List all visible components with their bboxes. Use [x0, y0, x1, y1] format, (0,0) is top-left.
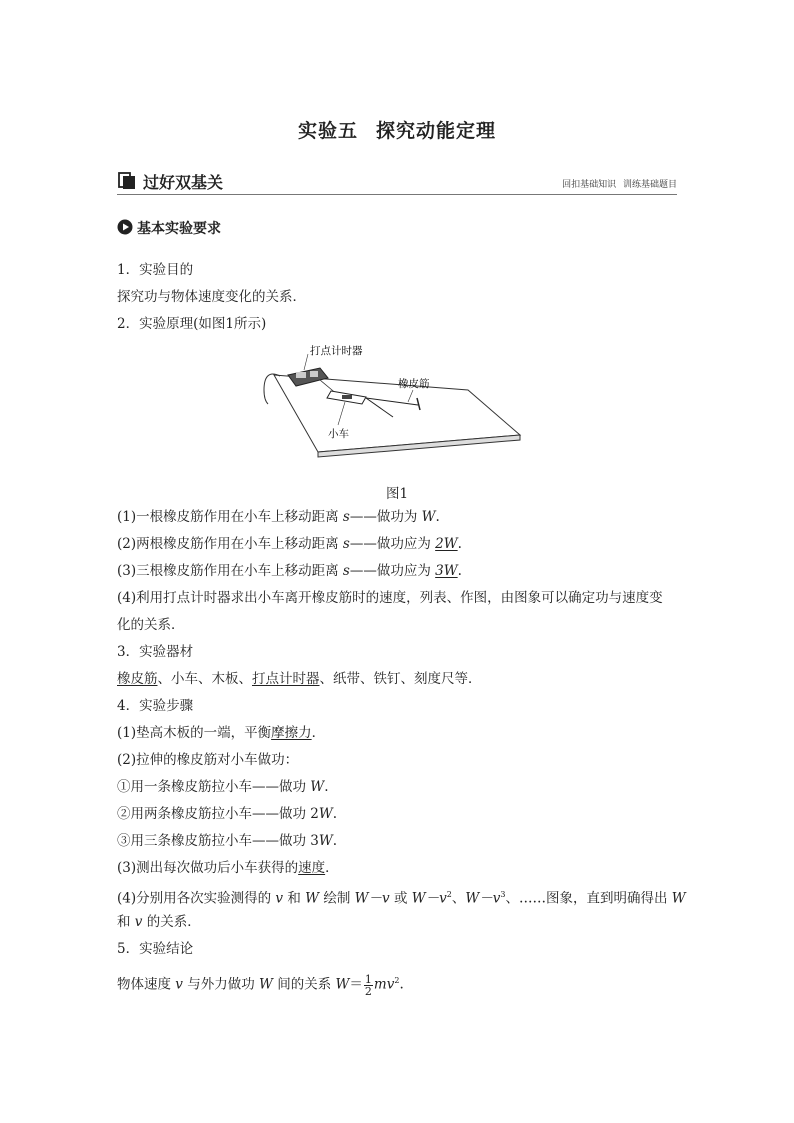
section-book-icon — [118, 172, 136, 190]
principle-line-1: (1)一根橡皮筋作用在小车上移动距离 s——做功为 W. — [117, 509, 440, 525]
principle-line-3: (3)三根橡皮筋作用在小车上移动距离 s——做功应为 3W. — [117, 563, 462, 579]
figure-label-band: 橡皮筋 — [398, 378, 430, 390]
principle-line-4: (4)利用打点计时器求出小车离开橡皮筋时的速度，列表、作图，由图象可以确定功与速度变 — [117, 590, 663, 606]
materials-text: 橡皮筋、小车、木板、打点计时器、纸带、铁钉、刻度尺等． — [117, 671, 482, 687]
heading-materials: 3．实验器材 — [117, 644, 194, 660]
section-title: 过好双基关 — [143, 173, 224, 192]
leader-timer — [304, 354, 308, 370]
heading-purpose: 1．实验目的 — [117, 262, 194, 278]
step-4-cont: 和 v 的关系． — [117, 914, 201, 930]
heading-principle: 2．实验原理(如图1所示) — [117, 316, 267, 332]
figure-label-timer: 打点计时器 — [310, 345, 363, 357]
principle-line-4-cont: 化的关系． — [117, 617, 185, 633]
step-1: (1)垫高木板的一端，平衡摩擦力． — [117, 725, 326, 741]
figure-caption: 图1 — [385, 486, 409, 502]
step-2c: ③用三条橡皮筋拉小车——做功 3W. — [117, 833, 338, 849]
heading-steps: 4．实验步骤 — [117, 698, 194, 714]
heading-conclusion: 5．实验结论 — [117, 941, 194, 957]
step-2a: ①用一条橡皮筋拉小车——做功 W. — [117, 779, 329, 795]
purpose-text: 探究功与物体速度变化的关系． — [117, 289, 306, 305]
step-2: (2)拉伸的橡皮筋对小车做功： — [117, 752, 299, 768]
principle-line-2: (2)两根橡皮筋作用在小车上移动距离 s——做功应为 2W. — [117, 536, 462, 552]
step-3: (3)测出每次做功后小车获得的速度． — [117, 860, 339, 876]
page-title: 实验五 探究动能定理 — [297, 120, 497, 142]
fraction-half: $\frac{1}{2}$ — [364, 972, 372, 998]
step-2b: ②用两条橡皮筋拉小车——做功 2W. — [117, 806, 338, 822]
conclusion-text: 物体速度 v 与外力做功 W 间的关系 W＝ $\frac{1}{2}$ $mv^2$. — [117, 972, 404, 998]
play-circle-icon — [117, 219, 133, 235]
apparatus-figure — [258, 340, 528, 472]
subsection-title: 基本实验要求 — [137, 221, 221, 237]
section-header — [117, 170, 677, 195]
section-subtitle: 回扣基础知识 训练基础题目 — [562, 180, 677, 190]
step-4: (4)分别用各次实验测得的 v 和 W 绘制 W－v 或 $W-v^2$、$W-v^3$、……图象，直到明确得出 W — [117, 890, 686, 907]
figure-label-cart: 小车 — [328, 428, 349, 440]
